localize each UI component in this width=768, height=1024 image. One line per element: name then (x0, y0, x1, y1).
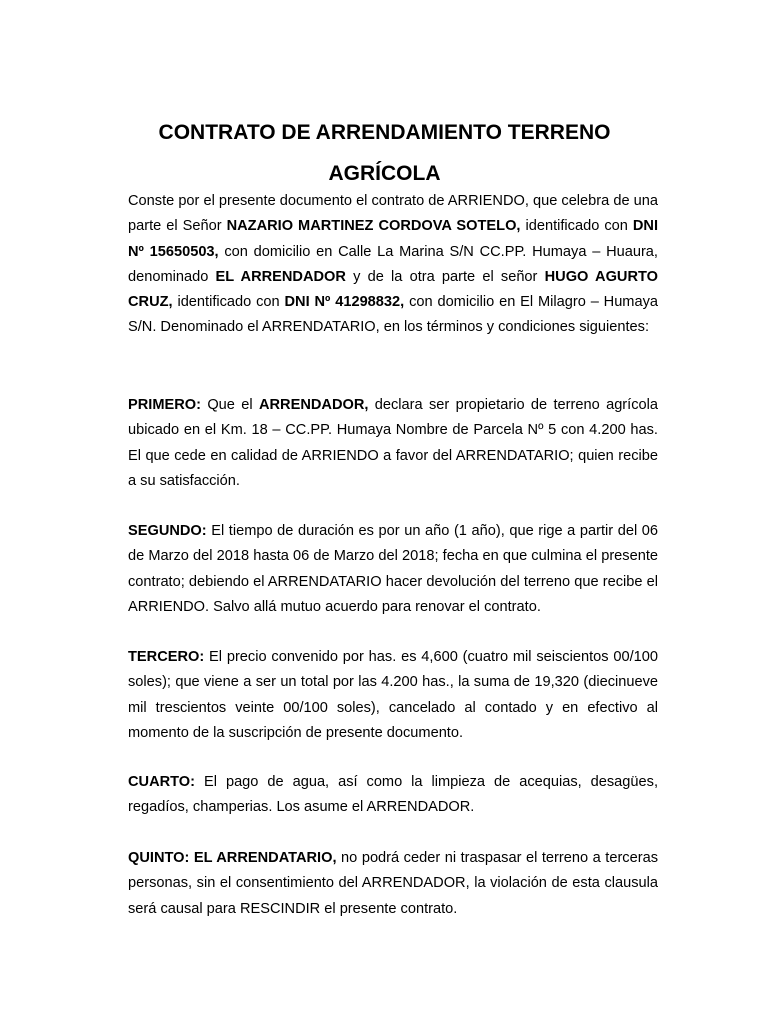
clause-tercero-label: TERCERO: (128, 649, 205, 665)
clause-quinto-label: QUINTO: (128, 850, 190, 866)
document-title (128, 112, 641, 194)
clause-primero (128, 393, 658, 494)
intro-text-2: identificado con (520, 218, 633, 235)
intro-paragraph (128, 189, 658, 341)
clause-quinto-bold: EL ARRENDATARIO, (189, 850, 337, 866)
lessor-dni: DNI Nº 15650503, (128, 218, 658, 260)
clause-cuarto (128, 770, 658, 821)
clause-tercero (128, 645, 658, 746)
intro-text-3: con domicilio en Calle La Marina S/N CC.PP. Humaya – Huaura, denominado (128, 243, 658, 285)
clause-quinto (128, 846, 658, 922)
clause-segundo (128, 519, 658, 620)
clause-cuarto-text: El pago de agua, así como la limpieza de acequias, desagües, regadíos, champerias. Los asume el ARRENDADOR. (128, 774, 658, 816)
clause-primero-text-2: declara ser propietario de terreno agrícola ubicado en el Km. 18 – CC.PP. Humaya Nombre de Parcela Nº 5 con 4.200 has. El que cede en calidad de ARRIENDO a favor del ARRENDATARIO; quien recibe a su satisfacción. (128, 397, 658, 489)
clause-primero-text-1: Que el (200, 397, 259, 413)
title-line-1: CONTRATO DE ARRENDAMIENTO TERRENO (158, 121, 611, 144)
lessee-dni: DNI Nº 41298832, (284, 294, 405, 311)
clause-cuarto-label: CUARTO: (128, 774, 196, 790)
intro-text-6: con domicilio en El Milagro – Humaya S/N. Denominado el ARRENDATARIO, en los términos y condiciones siguientes: (128, 294, 658, 336)
clause-segundo-label: SEGUNDO: (128, 523, 207, 539)
clause-primero-bold: ARRENDADOR, (258, 397, 369, 413)
lessor-role: EL ARRENDADOR (215, 268, 346, 285)
lessor-name: NAZARIO MARTINEZ CORDOVA SOTELO, (226, 218, 521, 235)
clause-quinto-text: no podrá ceder ni traspasar el terreno a terceras personas, sin el consentimiento del ARRENDADOR, la violación de esta clausula será causal para RESCINDIR el presente contrato. (128, 850, 658, 917)
clause-segundo-text: El tiempo de duración es por un año (1 año), que rige a partir del 06 de Marzo del 2018 hasta 06 de Marzo del 2018; fecha en que culmina el presente contrato; debiendo el ARRENDATARIO hacer devolución del terreno que recibe el ARRIENDO. Salvo allá mutuo acuerdo para renovar el contrato. (128, 523, 658, 615)
clause-tercero-text: El precio convenido por has. es 4,600 (cuatro mil seiscientos 00/100 soles); que viene a ser un total por las 4.200 has., la suma de 19,320 (diecinueve mil trescientos veinte 00/100 soles), cancelado al contado y en efectivo al momento de la suscripción de presente documento. (128, 649, 658, 741)
clause-primero-label: PRIMERO: (128, 397, 201, 413)
intro-text-5: identificado con (172, 294, 285, 311)
intro-text-4: y de la otra parte el señor (345, 268, 545, 285)
title-line-2: AGRÍCOLA (328, 162, 441, 185)
lessee-name: HUGO AGURTO CRUZ, (128, 268, 659, 311)
intro-text-1: Conste por el presente documento el contrato de ARRIENDO, que celebra de una parte el Señor (128, 193, 658, 235)
